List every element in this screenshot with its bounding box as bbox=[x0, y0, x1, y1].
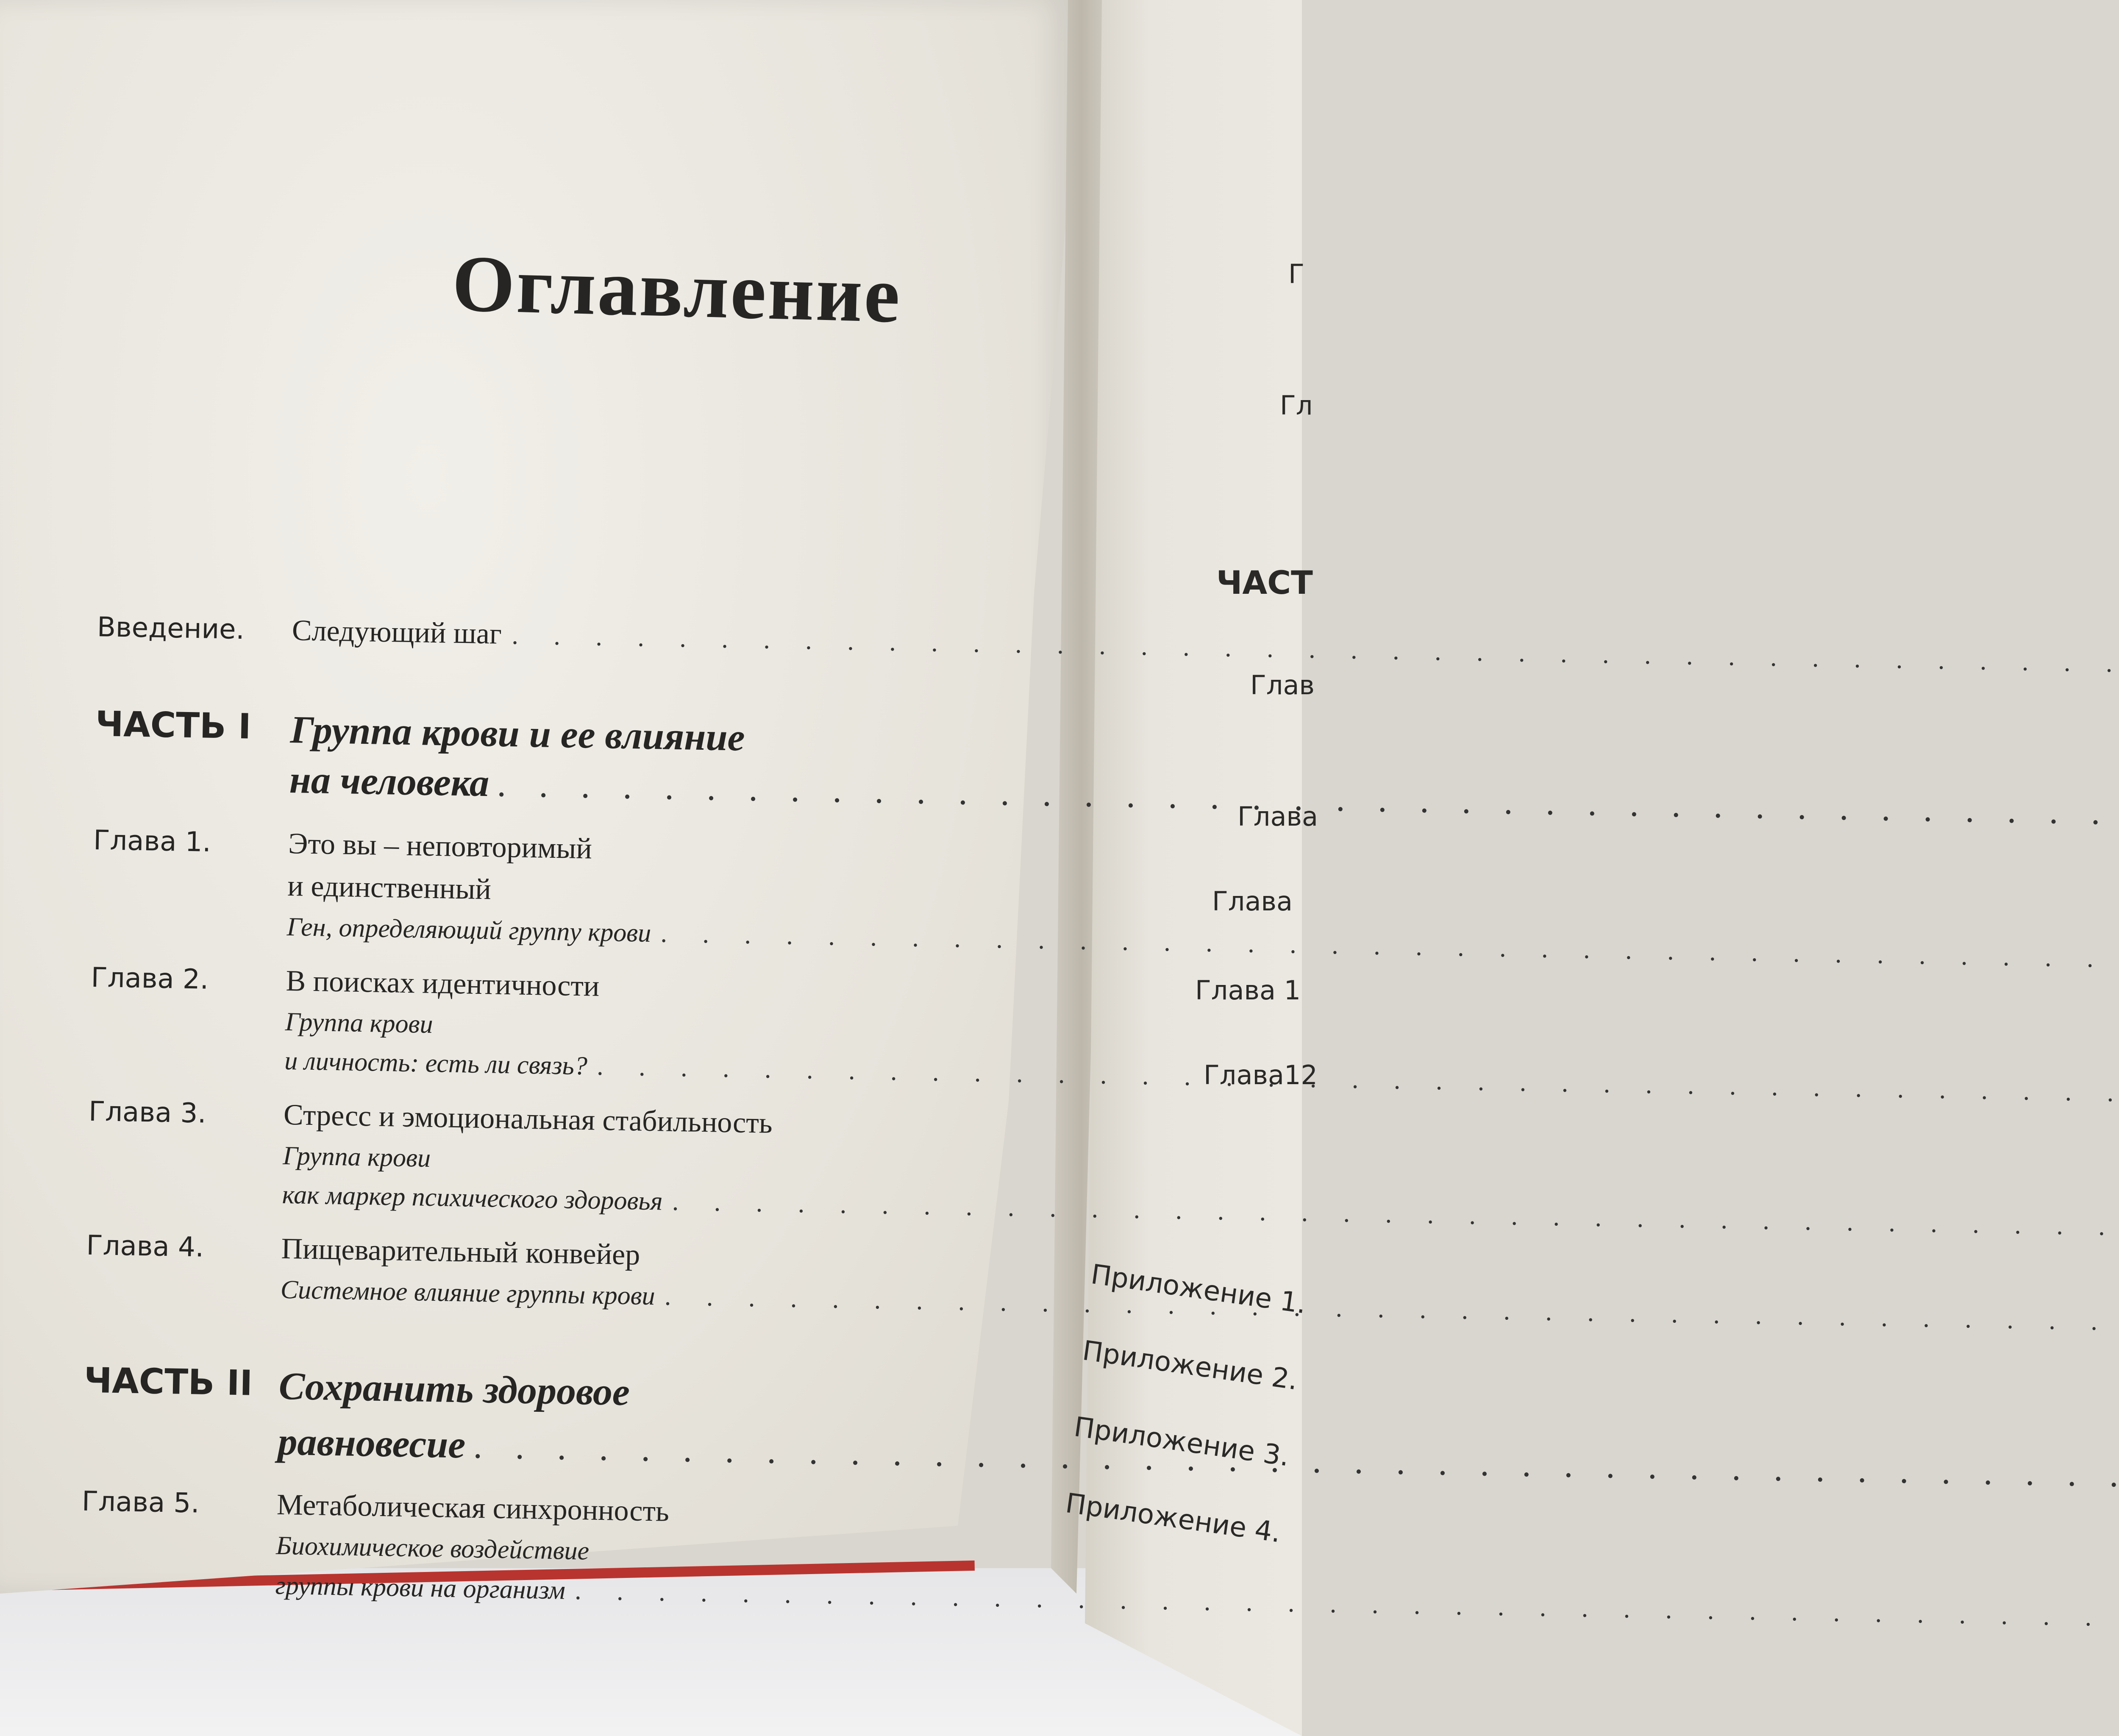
entry-title: равновесие bbox=[277, 1419, 466, 1466]
page-title: Оглавление bbox=[451, 239, 903, 340]
table-of-contents bbox=[80, 606, 979, 1617]
entry-label: Глава 3. bbox=[88, 1096, 207, 1130]
entry-title: В поисках идентичности bbox=[285, 964, 600, 1003]
entry-label: Глава 2. bbox=[91, 962, 209, 996]
toc-entry-part-2 bbox=[83, 1358, 966, 1483]
entry-subtitle: Группа крови bbox=[285, 1007, 434, 1039]
toc-entry-chapter-2 bbox=[89, 957, 973, 1093]
right-page-fragment: Глава12 bbox=[1204, 1060, 1318, 1091]
right-page-fragment: Глава bbox=[1212, 886, 1293, 917]
entry-title: Стресс и эмоциональная стабильность bbox=[283, 1098, 773, 1140]
right-page-fragment: Глава bbox=[1237, 801, 1318, 832]
entry-title: Это вы – неповторимый bbox=[288, 827, 592, 865]
right-page-fragment: Гл bbox=[1280, 390, 1313, 421]
entry-label: ЧАСТЬ II bbox=[83, 1360, 253, 1404]
entry-subtitle: Ген, определяющий группу крови bbox=[286, 912, 651, 948]
appendix-item-4: Приложение 4. bbox=[1063, 1488, 1283, 1549]
entry-subtitle: Системное влияние группы крови bbox=[280, 1275, 656, 1311]
entry-label: ЧАСТЬ I bbox=[95, 704, 252, 747]
toc-entry-chapter-5 bbox=[80, 1480, 964, 1617]
entry-subtitle: Биохимическое воздействие bbox=[275, 1531, 590, 1566]
entry-title: Пищеварительный конвейер bbox=[281, 1232, 640, 1271]
toc-entry-chapter-1 bbox=[92, 819, 975, 959]
entry-subtitle: Группа крови bbox=[282, 1141, 431, 1173]
entry-title: Группа крови и ее влияние bbox=[290, 707, 745, 759]
entry-label: Глава 1. bbox=[93, 824, 211, 858]
appendix-item-1: Приложение 1. bbox=[1089, 1259, 1308, 1320]
right-page-fragment: ЧАСТ bbox=[1216, 564, 1313, 601]
toc-entry-chapter-4 bbox=[85, 1224, 968, 1322]
entry-title: и единственный bbox=[287, 869, 492, 906]
right-page-fragment: Глав bbox=[1250, 670, 1315, 701]
toc-entry-part-1 bbox=[94, 701, 977, 822]
entry-title: Сохранить здоровое bbox=[278, 1364, 630, 1414]
right-page-fragment: Глава 1 bbox=[1195, 975, 1301, 1006]
entry-label: Глава 5. bbox=[81, 1486, 200, 1519]
entry-title: Метаболическая синхронность bbox=[276, 1488, 670, 1528]
entry-label: Глава 4. bbox=[86, 1230, 204, 1263]
entry-label: Введение. bbox=[97, 611, 245, 646]
appendix-item-2: Приложение 2. bbox=[1080, 1335, 1300, 1397]
entry-subtitle: группы крови на организм bbox=[275, 1571, 566, 1605]
entry-subtitle: и личность: есть ли связь? bbox=[284, 1046, 588, 1081]
appendix-item-3: Приложение 3. bbox=[1072, 1411, 1291, 1473]
entry-title: Следующий шаг bbox=[292, 614, 502, 651]
toc-entry-chapter-3 bbox=[87, 1091, 971, 1227]
right-page-fragment: Г bbox=[1288, 259, 1304, 289]
entry-title: на человека bbox=[289, 757, 490, 805]
entry-subtitle: как маркер психического здоровья bbox=[282, 1180, 663, 1216]
